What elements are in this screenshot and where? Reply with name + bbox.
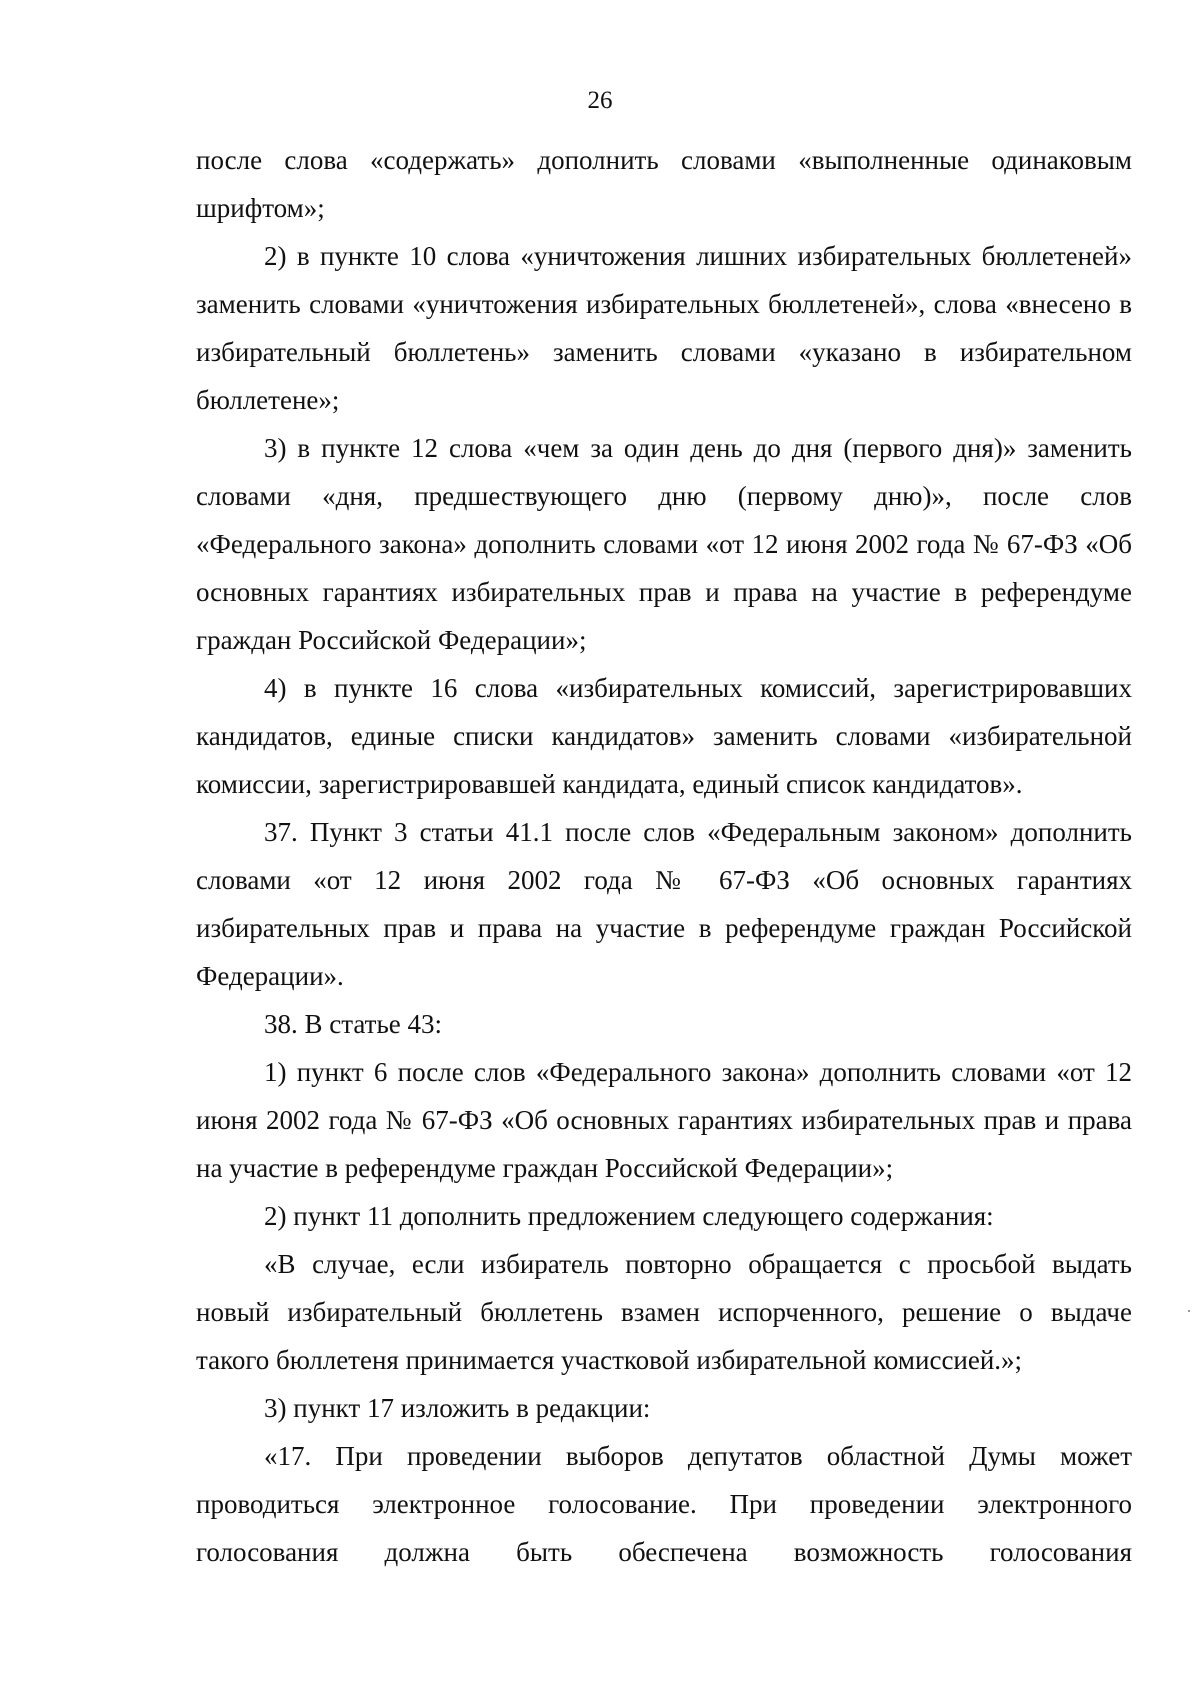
paragraph-38-item-2: 2) пункт 11 дополнить предложением следующего содержания: — [264, 1201, 994, 1231]
paragraph-point-38-heading: 38. В статье 43: — [264, 1009, 443, 1039]
scan-speck — [1188, 1310, 1190, 1312]
paragraph-quoted-point-17: «17. При проведении выборов депутатов областной Думы может проводиться электронное голосование. При проведении электронного голосования должна быть обеспечена возможность голосования — [196, 1441, 1132, 1567]
paragraph-38-item-1: 1) пункт 6 после слов «Федерального закона» дополнить словами «от 12 июня 2002 года № 67-ФЗ «Об основных гарантиях избирательных прав и права на участие в референдуме граждан Российской Федерации»; — [196, 1057, 1132, 1183]
paragraph-continuation: после слова «содержать» дополнить словами «выполненные одинаковым шрифтом»; — [196, 145, 1132, 223]
document-body — [196, 136, 1132, 1576]
paragraph-point-37: 37. Пункт 3 статьи 41.1 после слов «Федеральным законом» дополнить словами «от 12 июня 2002 года № 67-ФЗ «Об основных гарантиях избирательных прав и права на участие в референдуме граждан Российской Федерации». — [196, 817, 1132, 991]
page-number: 26 — [587, 87, 613, 114]
paragraph-38-item-3: 3) пункт 17 изложить в редакции: — [264, 1393, 651, 1423]
paragraph-quoted-amendment: «В случае, если избиратель повторно обращается с просьбой выдать новый избирательный бюллетень взамен испорченного, решение о выдаче такого бюллетеня принимается участковой избирательной комиссией.»; — [196, 1249, 1132, 1375]
paragraph-item-2: 2) в пункте 10 слова «уничтожения лишних избирательных бюллетеней» заменить словами «уничтожения избирательных бюллетеней», слова «внесено в избирательный бюллетень» заменить словами «указано в избирательном бюллетене»; — [196, 241, 1132, 415]
paragraph-item-4: 4) в пункте 16 слова «избирательных комиссий, зарегистрировавших кандидатов, единые списки кандидатов» заменить словами «избирательной комиссии, зарегистрировавшей кандидата, единый список кандидатов». — [196, 673, 1132, 799]
paragraph-item-3: 3) в пункте 12 слова «чем за один день до дня (первого дня)» заменить словами «дня, предшествующего дню (первому дню)», после слов «Федерального закона» дополнить словами «от 12 июня 2002 года № 67-ФЗ «Об основных гарантиях избирательных прав и права на участие в референдуме граждан Российской Федерации»; — [196, 433, 1132, 655]
